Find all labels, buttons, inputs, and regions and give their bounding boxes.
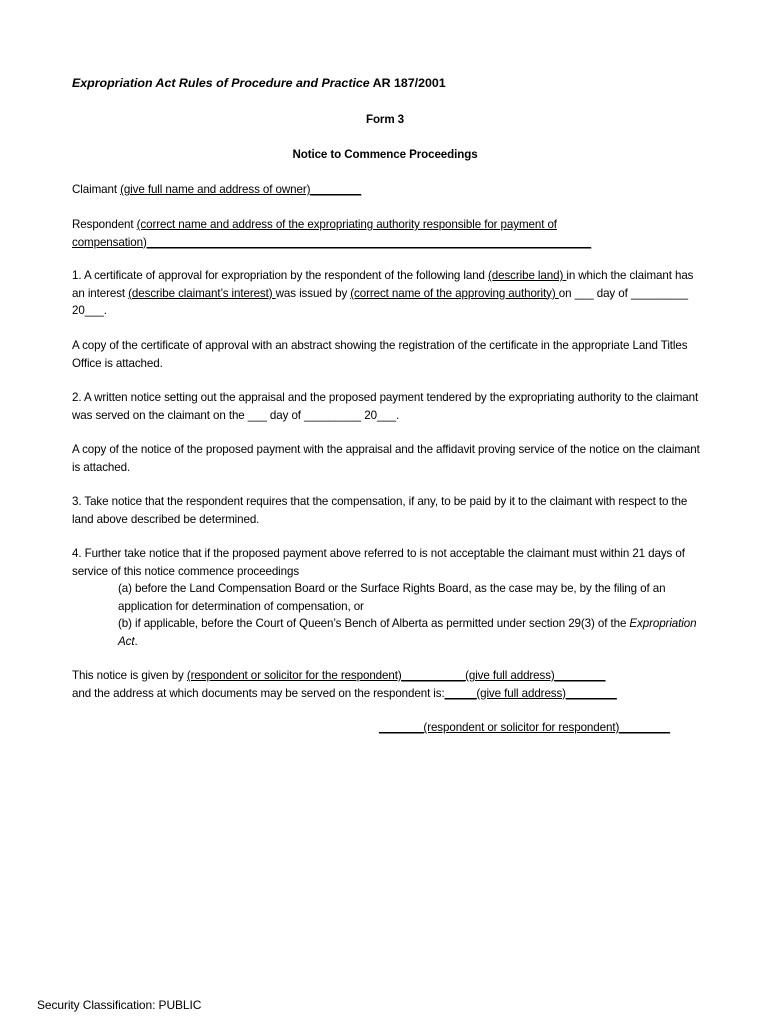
claimant-label: Claimant bbox=[72, 183, 121, 196]
paragraph-4 bbox=[72, 545, 702, 650]
paragraph-4-item-b bbox=[72, 615, 702, 650]
paragraph-2: 2. A written notice setting out the appraisal and the proposed payment tendered by the expropriating authority to the claimant was served on the claimant on the ___ day of _________ 20___. bbox=[72, 391, 699, 422]
regulation-header bbox=[72, 76, 446, 90]
notice-given-field: (respondent or solicitor for the respondent)__________(give full address)________ bbox=[186, 669, 606, 682]
notice-given-line bbox=[72, 667, 702, 685]
paragraph-1 bbox=[72, 267, 702, 320]
service-address-label: and the address at which documents may be served on the respondent is: bbox=[72, 686, 445, 700]
notice-given-block bbox=[72, 667, 702, 702]
paragraph-1-text-b: in which the claimant has an interest bbox=[72, 269, 694, 300]
claimant-interest-field: (describe claimant’s interest) bbox=[128, 286, 276, 300]
paragraph-1-text-d: on ___ day of _________ 20___. bbox=[72, 286, 688, 317]
respondent-field-line1: (correct name and address of the expropriating authority responsible for payment of bbox=[136, 218, 557, 231]
paragraph-4-intro: 4. Further take notice that if the proposed payment above referred to is not acceptable the claimant must within 21 days of service of this notice commence proceedings bbox=[72, 547, 685, 578]
paragraph-4-item-b-text: (b) if applicable, before the Court of Queen’s Bench of Alberta as permitted under section 29(3) of the bbox=[118, 617, 630, 630]
regulation-title: Expropriation Act Rules of Procedure and Practice bbox=[72, 76, 370, 90]
claimant-field: (give full name and address of owner)________ bbox=[120, 183, 362, 196]
claimant-line bbox=[72, 181, 702, 199]
describe-land-field: (describe land) bbox=[488, 269, 567, 282]
service-address-field: _____(give full address)________ bbox=[444, 686, 617, 700]
notice-given-label: This notice is given by bbox=[72, 669, 187, 682]
paragraph-1-attachment: A copy of the certificate of approval with an abstract showing the registration of the certificate in the appropriate Land Titles Office is attached. bbox=[72, 339, 688, 370]
paragraph-3: 3. Take notice that the respondent requires that the compensation, if any, to be paid by it to the claimant with respect to the land above described be determined. bbox=[72, 495, 688, 526]
signature-line bbox=[379, 719, 699, 737]
form-number: Form 3 bbox=[365, 113, 405, 126]
paragraph-1-text-c: was issued by bbox=[275, 286, 351, 300]
signature-field: _______(respondent or solicitor for respondent)________ bbox=[379, 721, 670, 734]
form-title: Notice to Commence Proceedings bbox=[292, 148, 478, 161]
paragraph-4-item-b-end: . bbox=[134, 634, 138, 648]
paragraph-1-text-a: 1. A certificate of approval for expropriation by the respondent of the following land bbox=[72, 269, 489, 282]
paragraph-2-attachment: A copy of the notice of the proposed payment with the appraisal and the affidavit proving service of the notice on the claimant is attached. bbox=[72, 443, 700, 474]
regulation-number: AR 187/2001 bbox=[369, 76, 446, 90]
respondent-block bbox=[72, 216, 692, 251]
respondent-field-line2: compensation)______________________________________________________________________ bbox=[72, 235, 592, 249]
respondent-label: Respondent bbox=[72, 218, 137, 231]
approving-authority-field: (correct name of the approving authority) bbox=[350, 286, 559, 300]
expropriation-act-reference: Expropriation Act bbox=[118, 617, 697, 648]
service-address-line bbox=[72, 685, 702, 703]
paragraph-4-item-a: (a) before the Land Compensation Board or the Surface Rights Board, as the case may be, by the filing of an application for determination of compensation, or bbox=[118, 582, 666, 613]
security-classification: Security Classification: PUBLIC bbox=[37, 998, 202, 1012]
